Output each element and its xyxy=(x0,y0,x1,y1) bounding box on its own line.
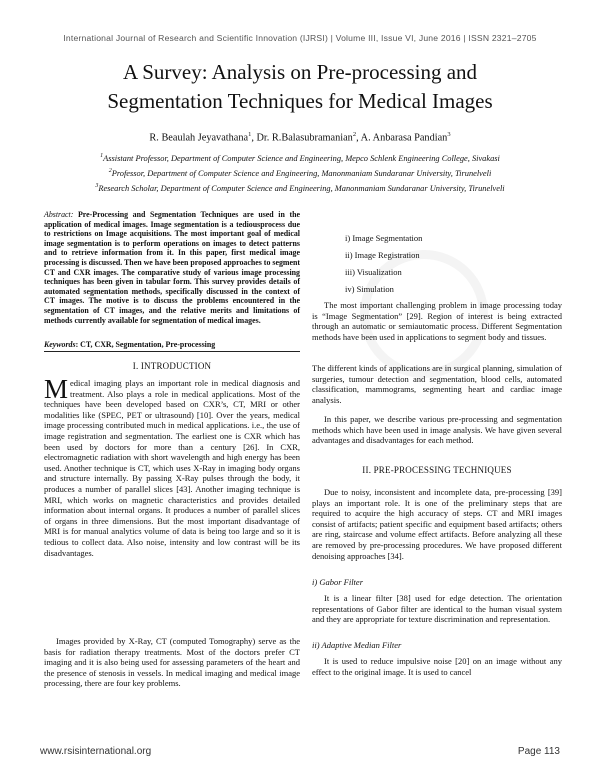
affiliation-1-sup: 1 xyxy=(100,153,104,159)
journal-header: International Journal of Research and Scientific Innovation (IJRSI) | Volume III, Issue VI, June 2016 | ISSN 2321–2705 xyxy=(63,33,537,43)
intro-paragraph-1-text: edical imaging plays an important role in medical diagnosis and treatment. Also plays a role in medical applications. Most of the techniques have been developed based on CXR’s, CT, MRI or other modalities like (SPEC, PET or ultrasound) [10]. Over the years, medical image processing contributed much in medical applications. i.e., the use of image registration and segmentation. The earliest one is CXR which has been used by doctors for more than a century [26]. In CXR, electromagnetic radiation with short wavelength and high energy has been used. Another technique is CT, which uses X-Ray in imaging body organs and structure internally. By passing X-Ray pulses through the body, it produces a number of parallel slices [43]. Another imaging technique is MRI, which works on magnetic characteristics and provides detailed information about internal organs. It produces a number of parallel slices of organs in three dimensions. But the most important disadvantage of MRI is for manual analytics volume of data is being too large and so it is tedious to collect data. Also noise, intensity and low contrast will be its disadvantages. xyxy=(44,378,300,558)
abstract-text: Pre-Processing and Segmentation Techniques are used in the application of medical images. Image segmentation is a tediousprocess due to restrictions on Image acquisitions. The most important goal of medical image segmentation is to perform operations on images to detect patterns and to retrieve information from it. In this paper, first medical image processing is discussed. Then we have been proposed approaches to segment CT and CXR images. The comparative study of various image processing techniques has been given in tabular form. This survey provides details of automated segmentation methods, specifically discussed in the context of CT images. The motive is to discuss the problems encountered in the segmentation of CT images, and the relative merits and limitations of methods currently available for segmentation of medical images. xyxy=(44,210,300,325)
author-2-sup: 2 xyxy=(352,131,357,138)
list-item: ii) Image Registration xyxy=(345,250,420,260)
keywords-label: Keywords xyxy=(44,340,76,349)
list-item: iv) Simulation xyxy=(345,284,394,294)
right-paragraph-6: It is used to reduce impulsive noise [20] on an image without any effect to the original image. It is used to cancel xyxy=(312,656,562,677)
list-item: iii) Visualization xyxy=(345,267,402,277)
affiliation-3 xyxy=(10,183,590,193)
keywords-text: : CT, CXR, Segmentation, Pre-processing xyxy=(75,340,216,349)
abstract-label: Abstract: xyxy=(44,210,74,219)
authors xyxy=(20,131,580,143)
keywords xyxy=(44,340,300,349)
affiliation-3-text: Research Scholar, Department of Computer Science and Engineering, Manonmaniam Sundaranar University, Tirunelveli xyxy=(98,183,505,193)
author-1-sup: 1 xyxy=(248,131,252,138)
author-3: , A. Anbarasa Pandian xyxy=(356,132,448,144)
affiliation-1 xyxy=(10,153,590,163)
section-heading-preprocessing: II. PRE-PROCESSING TECHNIQUES xyxy=(362,465,512,475)
problems-list xyxy=(345,233,595,301)
affiliation-2-sup: 2 xyxy=(108,168,112,174)
title-line-2: Segmentation Techniques for Medical Images xyxy=(107,89,493,113)
abstract xyxy=(44,210,300,325)
footer-url: www.rsisinternational.org xyxy=(40,746,152,757)
intro-paragraph-2: Images provided by X-Ray, CT (computed Tomography) serve as the basis for radiation therapy treatments. Most of the doctors prefer CT imaging and it is also being used for assessing parameters of the heart and the presence of stenosis in vessels. In medical imaging and medical image processing, there are four key problems. xyxy=(44,636,300,689)
subheading-gabor-filter: i) Gabor Filter xyxy=(312,577,363,587)
subheading-adaptive-median-filter: ii) Adaptive Median Filter xyxy=(312,640,402,650)
affiliation-2 xyxy=(10,168,590,178)
page-footer xyxy=(40,746,560,757)
author-1: R. Beaulah Jeyavathana xyxy=(149,132,249,144)
right-paragraph-2: The different kinds of applications are in surgical planning, simulation of surgeries, tumour detection and segmentation, blood cells, automated classification, mammograms, segmenting heart and cardiac image analysis. xyxy=(312,363,562,405)
affiliation-3-sup: 3 xyxy=(95,183,99,189)
author-2: , Dr. R.Balasubramanian xyxy=(251,132,353,144)
page-number: Page 113 xyxy=(517,746,560,757)
right-paragraph-5: It is a linear filter [38] used for edge detection. The orientation representations of Gabor filter are identical to the human visual system and they are appropriate for texture discrimination and representation. xyxy=(312,593,562,625)
right-paragraph-3: In this paper, we describe various pre-processing and segmentation methods which have been used in image analysis. We have given several advantages and disadvantages for each method. xyxy=(312,414,562,446)
affiliation-2-text: Professor, Department of Computer Science and Engineering, Manonmaniam Sundaranar University, Tirunelveli xyxy=(111,168,492,178)
drop-cap: M xyxy=(44,374,69,404)
section-heading-introduction: I. INTRODUCTION xyxy=(132,361,212,371)
paper-title xyxy=(20,58,580,116)
keywords-rule xyxy=(44,351,300,352)
right-paragraph-1: The most important challenging problem in image processing today is “Image Segmentation” [29]. Region of interest is being extracted through an automatic or semiautomatic process. Different Segmentation methods have been used in applications to segment body and tissues. xyxy=(312,300,562,342)
right-paragraph-4: Due to noisy, inconsistent and incomplete data, pre-processing [39] plays an important role. It is one of the preliminary steps that are required to acquire the high accuracy of steps. CT and MRI images consist of artifacts; patient specific and equipment based artifacts; others are ring, staircase and volume effect artifacts. Before analyzing all these are removed by pre-processing procedures. We have proposed different denoising approaches [34]. xyxy=(312,487,562,561)
author-3-sup: 3 xyxy=(447,131,451,138)
intro-paragraph-1 xyxy=(44,374,300,558)
list-item: i) Image Segmentation xyxy=(345,233,423,243)
affiliation-1-text: Assistant Professor, Department of Computer Science and Engineering, Mepco Schlenk Engineering College, Sivakasi xyxy=(103,153,500,163)
title-line-1: A Survey: Analysis on Pre-processing and xyxy=(122,60,478,84)
